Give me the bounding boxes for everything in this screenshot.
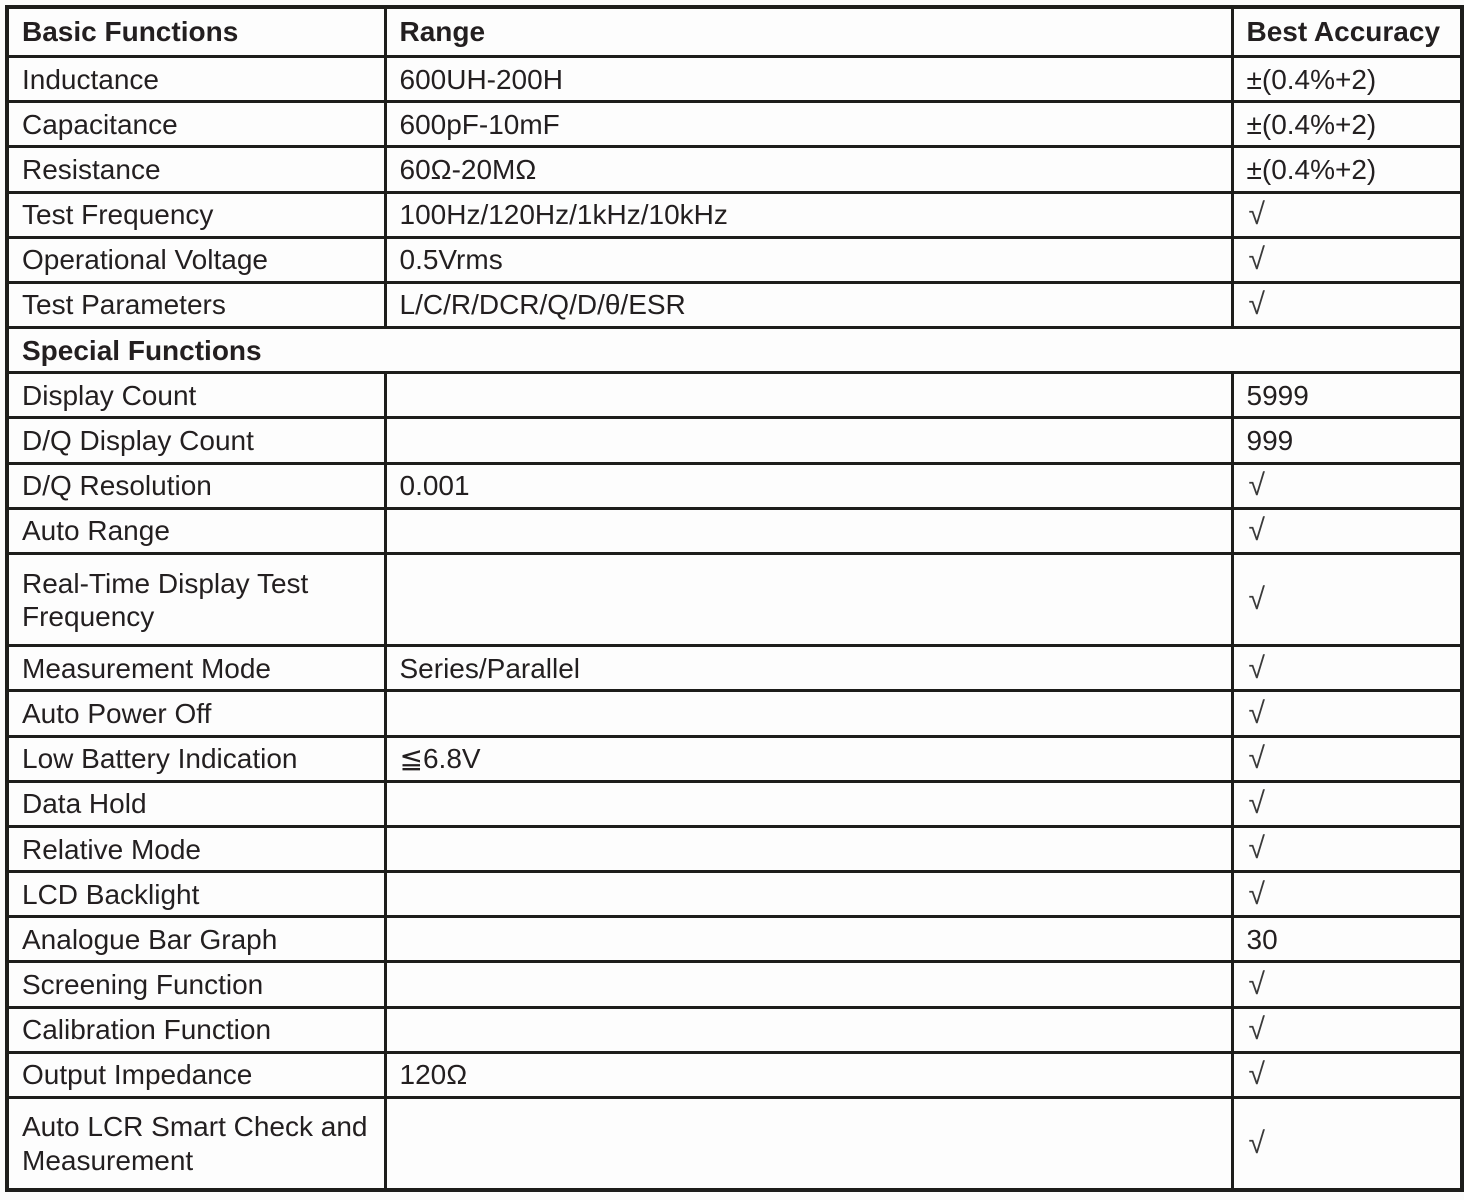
table-row — [7, 1052, 1462, 1097]
spec-table — [5, 5, 1464, 1192]
section-row — [7, 328, 1462, 373]
table-row — [7, 826, 1462, 871]
range-cell — [385, 1007, 1232, 1052]
range-cell — [385, 781, 1232, 826]
col-header-best-accuracy: Best Accuracy — [1232, 7, 1462, 57]
accuracy-cell: 999 — [1232, 418, 1462, 463]
range-cell: 120Ω — [385, 1052, 1232, 1097]
function-cell: Real-Time Display Test Frequency — [7, 553, 385, 645]
col-header-basic-functions: Basic Functions — [7, 7, 385, 57]
range-cell: 600pF-10mF — [385, 102, 1232, 147]
header-row — [7, 7, 1462, 57]
range-cell: L/C/R/DCR/Q/D/θ/ESR — [385, 282, 1232, 327]
function-cell: Output Impedance — [7, 1052, 385, 1097]
function-cell: Display Count — [7, 373, 385, 418]
range-cell — [385, 553, 1232, 645]
table-row — [7, 282, 1462, 327]
function-cell: Test Parameters — [7, 282, 385, 327]
function-cell: Measurement Mode — [7, 646, 385, 691]
accuracy-cell: √ — [1232, 826, 1462, 871]
range-cell — [385, 962, 1232, 1007]
range-cell: 0.001 — [385, 463, 1232, 508]
function-cell: Relative Mode — [7, 826, 385, 871]
function-cell: Low Battery Indication — [7, 736, 385, 781]
section-header-label: Special Functions — [7, 328, 1462, 373]
accuracy-cell: √ — [1232, 646, 1462, 691]
range-cell: 60Ω-20MΩ — [385, 147, 1232, 192]
accuracy-cell: ±(0.4%+2) — [1232, 102, 1462, 147]
table-row — [7, 962, 1462, 1007]
function-cell: LCD Backlight — [7, 872, 385, 917]
table-row — [7, 102, 1462, 147]
function-cell: Auto Power Off — [7, 691, 385, 736]
table-row — [7, 418, 1462, 463]
range-cell: 600UH-200H — [385, 57, 1232, 102]
range-cell — [385, 373, 1232, 418]
function-cell: Screening Function — [7, 962, 385, 1007]
range-cell — [385, 826, 1232, 871]
function-cell: Calibration Function — [7, 1007, 385, 1052]
table-row — [7, 147, 1462, 192]
function-cell: Analogue Bar Graph — [7, 917, 385, 962]
table-row — [7, 872, 1462, 917]
function-cell: Data Hold — [7, 781, 385, 826]
accuracy-cell: √ — [1232, 736, 1462, 781]
accuracy-cell: √ — [1232, 1007, 1462, 1052]
range-cell — [385, 691, 1232, 736]
accuracy-cell: √ — [1232, 463, 1462, 508]
function-cell: Capacitance — [7, 102, 385, 147]
accuracy-cell: √ — [1232, 781, 1462, 826]
range-cell — [385, 872, 1232, 917]
table-row — [7, 1007, 1462, 1052]
col-header-range: Range — [385, 7, 1232, 57]
accuracy-cell: ±(0.4%+2) — [1232, 57, 1462, 102]
table-row — [7, 736, 1462, 781]
accuracy-cell: √ — [1232, 1052, 1462, 1097]
range-cell: ≦6.8V — [385, 736, 1232, 781]
range-cell: 0.5Vrms — [385, 237, 1232, 282]
spec-table-body — [7, 57, 1462, 1191]
table-row — [7, 237, 1462, 282]
table-row — [7, 192, 1462, 237]
accuracy-cell: √ — [1232, 872, 1462, 917]
function-cell: D/Q Resolution — [7, 463, 385, 508]
spec-table-head — [7, 7, 1462, 57]
function-cell: D/Q Display Count — [7, 418, 385, 463]
accuracy-cell: √ — [1232, 282, 1462, 327]
table-row — [7, 781, 1462, 826]
function-cell: Operational Voltage — [7, 237, 385, 282]
table-row — [7, 373, 1462, 418]
table-row — [7, 57, 1462, 102]
accuracy-cell: √ — [1232, 962, 1462, 1007]
table-row — [7, 508, 1462, 553]
table-row — [7, 917, 1462, 962]
accuracy-cell: 5999 — [1232, 373, 1462, 418]
range-cell — [385, 418, 1232, 463]
range-cell: 100Hz/120Hz/1kHz/10kHz — [385, 192, 1232, 237]
accuracy-cell: √ — [1232, 691, 1462, 736]
table-row — [7, 691, 1462, 736]
range-cell: Series/Parallel — [385, 646, 1232, 691]
table-row — [7, 646, 1462, 691]
function-cell: Auto LCR Smart Check and Measurement — [7, 1098, 385, 1191]
range-cell — [385, 508, 1232, 553]
function-cell: Resistance — [7, 147, 385, 192]
accuracy-cell: √ — [1232, 553, 1462, 645]
function-cell: Test Frequency — [7, 192, 385, 237]
accuracy-cell: √ — [1232, 508, 1462, 553]
range-cell — [385, 917, 1232, 962]
table-row — [7, 553, 1462, 645]
function-cell: Inductance — [7, 57, 385, 102]
accuracy-cell: √ — [1232, 237, 1462, 282]
function-cell: Auto Range — [7, 508, 385, 553]
table-row — [7, 463, 1462, 508]
table-row — [7, 1098, 1462, 1191]
accuracy-cell: √ — [1232, 192, 1462, 237]
accuracy-cell: √ — [1232, 1098, 1462, 1191]
range-cell — [385, 1098, 1232, 1191]
accuracy-cell: 30 — [1232, 917, 1462, 962]
accuracy-cell: ±(0.4%+2) — [1232, 147, 1462, 192]
